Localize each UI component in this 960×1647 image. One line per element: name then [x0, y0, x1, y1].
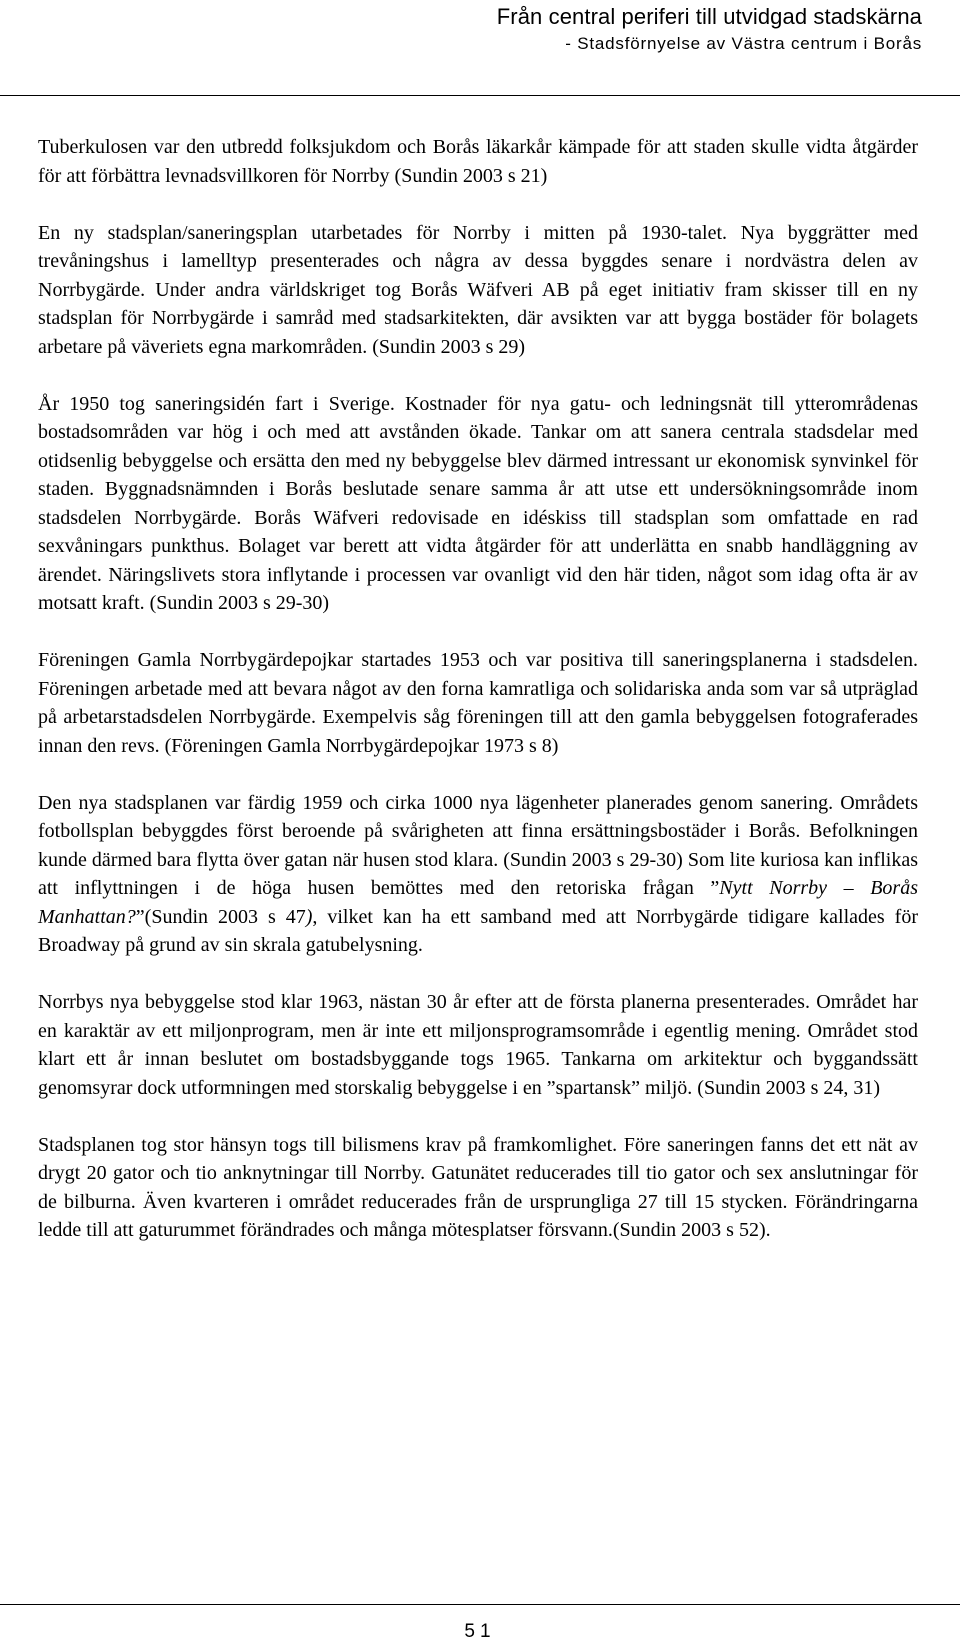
italic-quote: Nytt Norrby – Borås Manhattan?	[38, 877, 918, 928]
paragraph-stadsplan-1930: En ny stadsplan/saneringsplan utarbetades för Norrby i mitten på 1930-talet. Nya byggrätter med trevåningshus i lamelltyp presenterades och några av dessa byggdes senare i nordvästra delen av Norrbygärde. Under andra världskriget tog Borås Wäfveri AB på eget initiativ fram skisser till en ny stadsplan för Norrbygärde i samråd med stadsarkitekten, där avsikten var att bygga bostäder för bolagets arbetare på väveriets egna markområden. (Sundin 2003 s 29)	[38, 221, 918, 358]
footer-divider	[0, 1604, 960, 1605]
header-subtitle: - Stadsförnyelse av Västra centrum i Borås	[565, 34, 922, 53]
paragraph-stadsplan-1959	[38, 789, 918, 960]
paragraph-text: , vilket kan ha ett samband med att Norrbygärde tidigare kallades för Broadway på grund av sin skrala gatubelysning.	[38, 905, 918, 956]
paragraph-text: Den nya stadsplanen var färdig 1959 och cirka 1000 nya lägenheter planerades genom sanering. Områdets fotbollsplan bebyggdes först beroende på svårigheten att finna ersättningsbostäder i Borås. Befolkningen kunde därmed bara flytta över gatan när husen stod klara. (Sundin 2003 s 29-30) Som lite kuriosa kan inflikas att inflyttningen i de höga husen bemöttes med den retoriska frågan ”	[38, 791, 918, 899]
paragraph-bebyggelse-1963: Norrbys nya bebyggelse stod klar 1963, nästan 30 år efter att de första planerna presenterades. Området har en karaktär av ett miljonprogram, men är inte ett miljonsprogramsområde i egentlig mening. Området stod klart ett år innan beslutet om bostadsbyggande togs 1965. Tankarna om arkitektur och byggandssätt genomsyrar dock utformningen med storskalig bebyggelse i en ”spartansk” miljö. (Sundin 2003 s 24, 31)	[38, 991, 918, 1099]
paragraph-sanering-1950: År 1950 tog saneringsidén fart i Sverige. Kostnader för nya gatu- och ledningsnät till ytterområdenas bostadsområden var hög i och med att avstånden ökade. Tankar om att sanera centrala stadsdelar med otidsenlig bebyggelse och ersätta den med ny bebyggelse blev därmed intressant ur ekonomisk synvinkel för staden. Byggnadsnämnden i Borås beslutade senare samma år att utse ett undersökningsområde inom stadsdelen Norrbygärde. Borås Wäfveri redovisade en idéskiss till stadsplan som omfattade en rad sexvåningars punkthus. Bolaget var berett att vidta åtgärder för att underlätta en snabb handläggning av ärendet. Näringslivets stora inflytande i processen var ovanligt vid den här tiden, något som idag ofta är av motsatt kraft. (Sundin 2003 s 29-30)	[38, 392, 918, 614]
body-text	[38, 133, 918, 1245]
running-header	[497, 0, 922, 56]
header-divider	[0, 95, 960, 96]
paragraph-tuberculosis: Tuberkulosen var den utbredd folksjukdom och Borås läkarkår kämpade för att staden skulle vidta åtgärder för att förbättra levnadsvillkoren för Norrby (Sundin 2003 s 21)	[38, 136, 918, 187]
paragraph-foreningen: Föreningen Gamla Norrbygärdepojkar startades 1953 och var positiva till saneringsplanerna i stadsdelen. Föreningen arbetade med att bevara något av den forna kamratliga och solidariska anda som var så utpräglad på arbetarstadsdelen Norrbygärde. Exempelvis såg föreningen till att den gamla bebyggelsen fotograferades innan den revs. (Föreningen Gamla Norrbygärdepojkar 1973 s 8)	[38, 649, 918, 757]
paragraph-text: ”(Sundin 2003 s 47	[135, 905, 306, 928]
italic-paren: )	[305, 905, 313, 928]
paragraph-bilism: Stadsplanen tog stor hänsyn togs till bilismens krav på framkomlighet. Före saneringen fanns det ett nät av drygt 20 gator och tio anknytningar till Norrby. Gatunätet reducerades till tio gator och sex anslutningar för de bilburna. Även kvarteren i området reducerades från de ursprungliga 27 till 15 stycken. Förändringarna ledde till att gaturummet förändrades och många mötesplatser försvann.(Sundin 2003 s 52).	[38, 1133, 918, 1241]
page-number: 51	[464, 1621, 496, 1642]
header-title: Från central periferi till utvidgad stadskärna	[496, 4, 922, 29]
